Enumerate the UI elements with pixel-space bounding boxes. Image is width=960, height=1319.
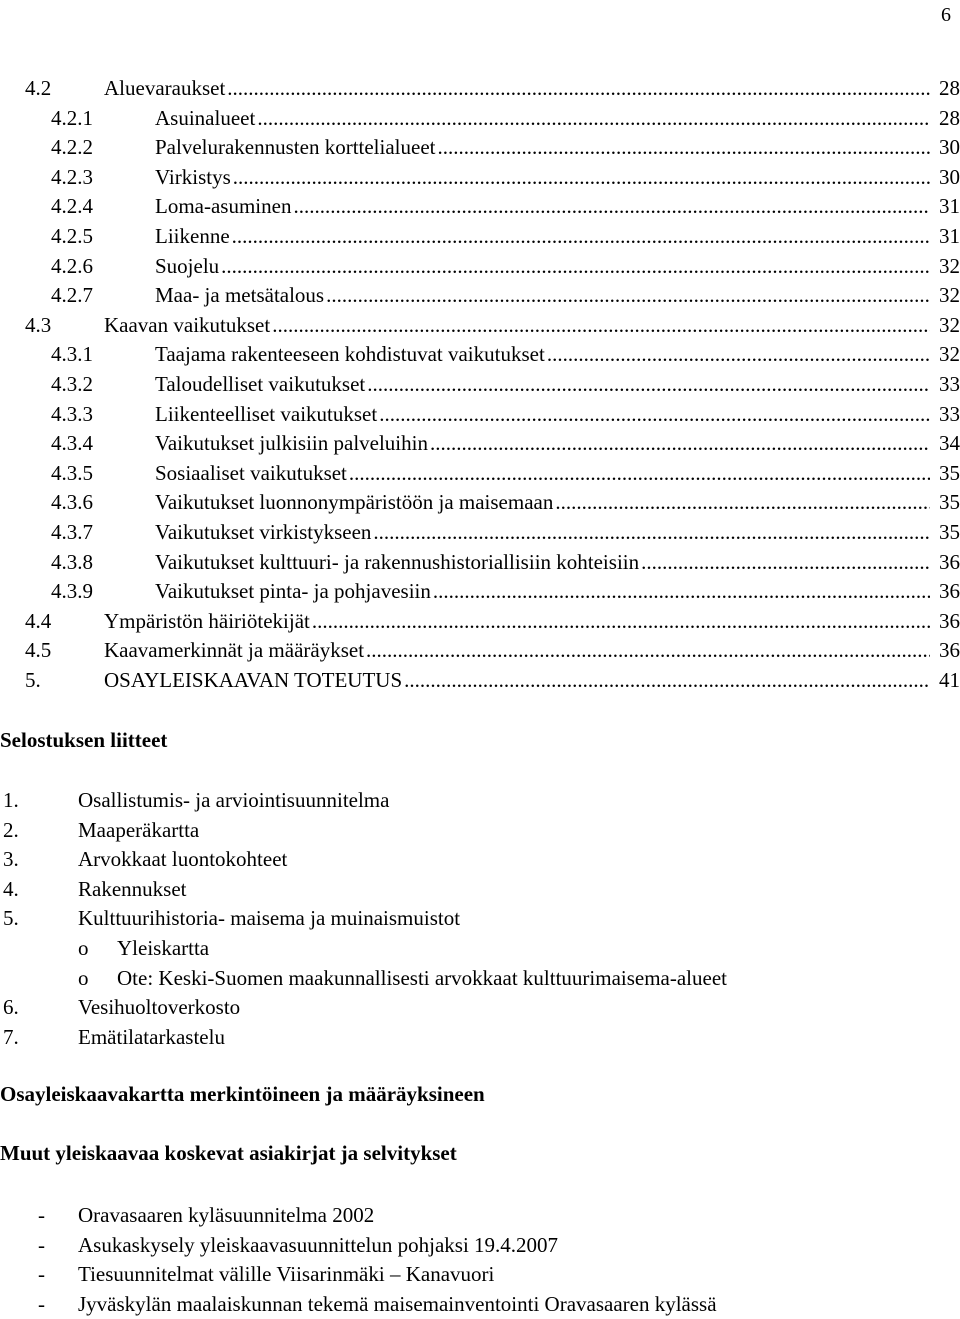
toc-entry[interactable] [0, 428, 960, 458]
toc-leader-dots [367, 369, 930, 399]
toc-entry-number: 4.3 [25, 312, 52, 337]
toc-entry-title: Vaikutukset luonnonympäristöön ja maisemaan [155, 487, 555, 517]
toc-entry-page: 35 [939, 490, 960, 515]
appendix-heading: Selostuksen liitteet [0, 728, 168, 752]
toc-entry-number: 4.2.2 [51, 135, 93, 160]
toc-entry[interactable] [0, 606, 960, 636]
toc-entry-title: Palvelurakennusten korttelialueet [155, 132, 438, 162]
toc-entry-number: 4.3.4 [51, 431, 93, 456]
toc-entry[interactable] [0, 458, 960, 488]
toc-entry[interactable] [0, 665, 960, 695]
toc-entry-page: 36 [939, 579, 960, 604]
toc-entry-title: Virkistys [155, 162, 233, 192]
toc-entry-number: 4.2.3 [51, 164, 93, 189]
toc-entry[interactable] [0, 339, 960, 369]
toc-leader-dots [547, 339, 930, 369]
toc-leader-dots [349, 458, 930, 488]
other-document-item [38, 1289, 938, 1319]
toc-leader-dots [373, 517, 930, 547]
toc-entry-title: Maa- ja metsätalous [155, 280, 326, 310]
toc-entry-number: 4.2.4 [51, 194, 93, 219]
toc-leader-dots [641, 547, 930, 577]
toc-entry[interactable] [0, 310, 960, 340]
toc-entry-page: 36 [939, 638, 960, 663]
appendix-number: 7. [3, 1024, 19, 1049]
appendix-text: Vesihuoltoverkosto [78, 995, 241, 1020]
appendix-number: 5. [3, 906, 19, 931]
other-document-item [38, 1200, 938, 1230]
toc-entry-title: Vaikutukset pinta- ja pohjavesiin [155, 576, 433, 606]
appendix-item [3, 815, 903, 845]
toc-entry-number: 4.3.5 [51, 460, 93, 485]
toc-entry-number: 4.3.9 [51, 579, 93, 604]
toc-entry-number: 4.4 [25, 608, 52, 633]
toc-entry-page: 31 [939, 224, 960, 248]
other-document-item [38, 1230, 938, 1260]
toc-leader-dots [227, 73, 930, 103]
toc-entry-title: Vaikutukset virkistykseen [155, 517, 373, 547]
toc-entry-page: 36 [939, 549, 960, 574]
toc-entry-title: Vaikutukset julkisiin palveluihin [155, 428, 430, 458]
appendix-text: Kulttuurihistoria- maisema ja muinaismuistot [78, 906, 461, 931]
toc-leader-dots [430, 428, 930, 458]
appendix-item [3, 844, 903, 874]
appendix-text: Rakennukset [78, 876, 187, 901]
appendix-item [3, 1022, 903, 1052]
map-heading: Osayleiskaavakartta merkintöineen ja määräyksineen [0, 1082, 485, 1106]
toc-entry[interactable] [0, 73, 960, 103]
toc-entry-page: 33 [939, 372, 960, 396]
toc-entry-number: 4.5 [25, 638, 52, 663]
toc-leader-dots [272, 310, 930, 340]
toc-entry-number: 4.3.3 [51, 401, 93, 426]
toc-entry[interactable] [0, 517, 960, 547]
dash-marker: - [38, 1232, 45, 1257]
toc-entry-number: 4.3.2 [51, 372, 93, 396]
toc-leader-dots [326, 280, 930, 310]
toc-entry[interactable] [0, 251, 960, 281]
toc-entry-number: 4.2.7 [51, 283, 93, 308]
toc-leader-dots [379, 399, 930, 429]
toc-entry-page: 32 [939, 253, 960, 278]
toc-entry-title: Asuinalueet [155, 103, 257, 133]
other-document-text: Jyväskylän maalaiskunnan tekemä maisemainventointi Oravasaaren kylässä [78, 1291, 717, 1316]
toc-entry-number: 4.2.6 [51, 253, 93, 278]
dash-marker: - [38, 1203, 45, 1227]
toc-entry[interactable] [0, 280, 960, 310]
toc-leader-dots [232, 221, 930, 251]
toc-entry-number: 4.3.1 [51, 342, 93, 367]
other-document-text: Oravasaaren kyläsuunnitelma 2002 [78, 1203, 375, 1227]
toc-leader-dots [404, 665, 930, 695]
toc-entry-title: OSAYLEISKAAVAN TOTEUTUS [104, 665, 404, 695]
toc-leader-dots [312, 606, 930, 636]
appendix-item [3, 992, 903, 1022]
toc-entry[interactable] [0, 162, 960, 192]
appendix-number: 4. [3, 876, 19, 901]
other-documents-heading: Muut yleiskaavaa koskevat asiakirjat ja selvitykset [0, 1141, 457, 1165]
dash-marker: - [38, 1262, 45, 1287]
dash-marker: - [38, 1291, 45, 1316]
toc-entry-title: Kaavan vaikutukset [104, 310, 272, 340]
toc-entry-page: 30 [939, 164, 960, 189]
appendix-item [3, 874, 903, 904]
toc-entry-number: 5. [25, 668, 41, 692]
toc-entry-number: 4.2 [25, 76, 52, 100]
toc-entry-page: 31 [939, 194, 960, 219]
toc-entry-page: 30 [939, 135, 960, 160]
page-number: 6 [941, 4, 951, 26]
appendix-text: Arvokkaat luontokohteet [78, 847, 288, 872]
appendix-text: Maaperäkartta [78, 817, 200, 842]
appendix-text: Emätilatarkastelu [78, 1024, 225, 1049]
toc-entry[interactable] [0, 103, 960, 133]
toc-leader-dots [233, 162, 930, 192]
sub-bullet-marker: o [78, 965, 89, 990]
toc-leader-dots [433, 576, 930, 606]
appendix-text: Yleiskartta [117, 936, 210, 960]
toc-entry[interactable] [0, 221, 960, 251]
toc-entry-title: Loma-asuminen [155, 191, 293, 221]
toc-entry-title: Taloudelliset vaikutukset [155, 369, 367, 399]
other-document-item [38, 1259, 938, 1289]
toc-entry-page: 28 [939, 105, 960, 130]
appendix-item [3, 903, 903, 933]
toc-entry-page: 32 [939, 312, 960, 337]
toc-entry-number: 4.2.5 [51, 224, 93, 248]
toc-leader-dots [293, 191, 930, 221]
toc-entry[interactable] [0, 399, 960, 429]
toc-entry-page: 41 [939, 668, 960, 692]
toc-entry-title: Suojelu [155, 251, 221, 281]
toc-entry-title: Kaavamerkinnät ja määräykset [104, 635, 366, 665]
appendix-text: Osallistumis- ja arviointisuunnitelma [78, 788, 390, 812]
toc-entry[interactable] [0, 635, 960, 665]
toc-entry-number: 4.3.6 [51, 490, 93, 515]
toc-entry-page: 28 [939, 76, 960, 100]
toc-entry-title: Aluevaraukset [104, 73, 227, 103]
toc-entry-page: 36 [939, 608, 960, 633]
toc-entry-page: 32 [939, 342, 960, 367]
appendix-number: 6. [3, 995, 19, 1020]
appendix-number: 3. [3, 847, 19, 872]
toc-entry-page: 34 [939, 431, 960, 456]
toc-entry[interactable] [0, 487, 960, 517]
toc-entry-title: Taajama rakenteeseen kohdistuvat vaikutukset [155, 339, 547, 369]
other-document-text: Asukaskysely yleiskaavasuunnittelun pohjaksi 19.4.2007 [78, 1232, 559, 1257]
toc-entry[interactable] [0, 191, 960, 221]
toc-entry-page: 33 [939, 401, 960, 426]
toc-entry-number: 4.3.7 [51, 520, 93, 544]
toc-entry-page: 35 [939, 520, 960, 544]
toc-entry[interactable] [0, 132, 960, 162]
toc-entry-number: 4.3.8 [51, 549, 93, 574]
toc-entry-number: 4.2.1 [51, 105, 93, 130]
sub-bullet-marker: o [78, 936, 89, 960]
toc-entry-title: Liikenteelliset vaikutukset [155, 399, 379, 429]
appendix-number: 2. [3, 817, 19, 842]
appendix-item [78, 963, 960, 993]
toc-entry-title: Sosiaaliset vaikutukset [155, 458, 349, 488]
other-document-text: Tiesuunnitelmat välille Viisarinmäki – Kanavuori [78, 1262, 495, 1287]
appendix-item [78, 933, 960, 963]
appendix-item [3, 785, 903, 815]
toc-entry-page: 32 [939, 283, 960, 308]
toc-entry-page: 35 [939, 460, 960, 485]
toc-entry[interactable] [0, 369, 960, 399]
toc-leader-dots [221, 251, 930, 281]
toc-entry[interactable] [0, 576, 960, 606]
toc-leader-dots [366, 635, 930, 665]
toc-leader-dots [257, 103, 930, 133]
toc-entry-title: Ympäristön häiriötekijät [104, 606, 312, 636]
toc-entry-title: Vaikutukset kulttuuri- ja rakennushistoriallisiin kohteisiin [155, 547, 641, 577]
toc-leader-dots [438, 132, 931, 162]
appendix-number: 1. [3, 788, 19, 812]
toc-entry-title: Liikenne [155, 221, 232, 251]
appendix-text: Ote: Keski-Suomen maakunnallisesti arvokkaat kulttuurimaisema-alueet [117, 965, 727, 990]
toc-entry[interactable] [0, 547, 960, 577]
toc-leader-dots [555, 487, 930, 517]
